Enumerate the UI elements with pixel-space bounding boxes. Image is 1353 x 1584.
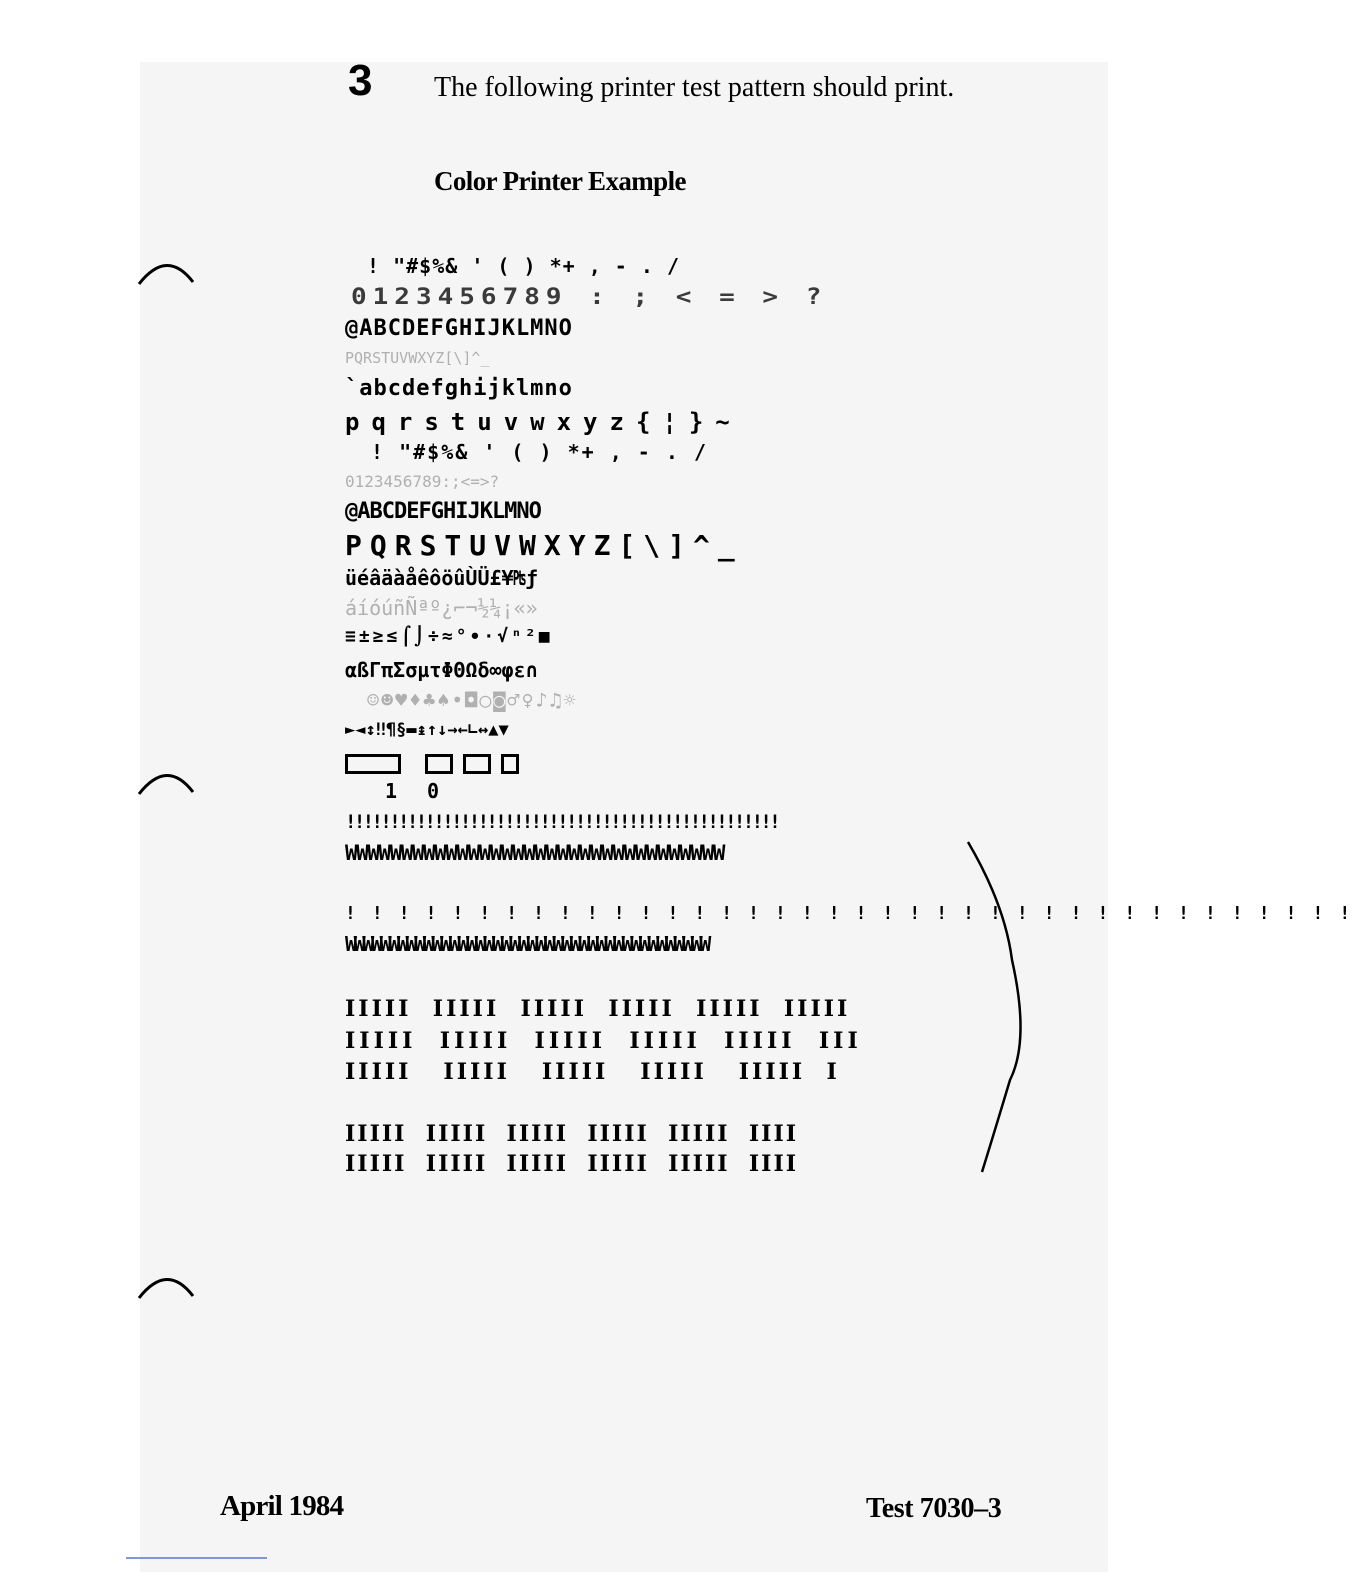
pattern-row-punctuation-small: ! "#$%& ' ( ) *+ , - . / [367, 254, 680, 278]
pattern-digit-zero: 0 [427, 779, 440, 803]
footer-test-id: Test 7030–3 [866, 1493, 1002, 1524]
pattern-row-digits-faint: 0123456789:;<=>? [345, 472, 500, 491]
pattern-row-uppercase-1: @ABCDEFGHIJKLMNO [345, 316, 573, 341]
pattern-row-uppercase-2-faint: PQRSTUVWXYZ[\]^_ [345, 349, 490, 367]
pattern-row-punctuation-bold: ! "#$%& ' ( ) *+ , - . / [371, 440, 708, 464]
pattern-row-lowercase-2-wide: pqrstuvwxyz{¦}~ [345, 408, 742, 436]
binder-hole-mark [135, 766, 199, 798]
step-instruction: The following printer test pattern should print. [434, 72, 955, 103]
pattern-row-uppercase-bold: @ABCDEFGHIJKLMNO [345, 499, 541, 524]
pattern-row-international-1: üéâäàåêôöûÙÜ£¥₧ƒ [345, 566, 538, 590]
pattern-row-international-2-faint: áíóúñÑªº¿⌐¬½¼¡«» [345, 596, 538, 620]
binder-hole-mark [135, 1270, 199, 1302]
footer-date: April 1984 [220, 1490, 344, 1522]
pattern-row-digits-wide: 0123456789 : ; < = > ? [351, 284, 828, 310]
pattern-row-i-2: IIIII IIIII IIIII IIIII IIIII III [345, 1028, 862, 1054]
pattern-row-arrows: ►◄↕‼¶§▬↨↑↓→←∟↔▲▼ [345, 720, 509, 740]
pattern-row-i-1: IIIII IIIII IIIII IIIII IIIII IIIII [345, 996, 851, 1022]
pattern-row-greek: αßΓπΣσµτΦΘΩδ∞φε∩ [345, 658, 538, 682]
pattern-digit-one: 1 [385, 779, 398, 803]
pattern-row-i-3: IIIII IIIII IIIII IIIII IIIII I [345, 1059, 840, 1085]
pattern-row-i-4: IIIII IIIII IIIII IIIII IIIII IIII [345, 1121, 799, 1147]
step-number: 3 [348, 56, 373, 105]
narrow-box-glyph [501, 754, 519, 774]
blue-rule-line [126, 1557, 267, 1559]
pattern-row-symbols-faint: ☺☻♥♦♣♠•◘○◙♂♀♪♫☼ [367, 688, 578, 712]
box-glyph [463, 754, 491, 774]
section-title: Color Printer Example [434, 166, 686, 196]
pattern-row-w-dense: WWWWWWWWWWWWWWWWWWWWWWWWWWWWWWWWWW [345, 841, 724, 865]
pattern-row-math-symbols: ≡±≥≤⌠⌡÷≈°∙·√ⁿ²■ [345, 626, 553, 647]
printer-test-pattern [345, 248, 1353, 1198]
pattern-row-i-5: IIIII IIIII IIIII IIIII IIIII IIII [345, 1151, 799, 1177]
pattern-row-lowercase-1: `abcdefghijklmno [345, 376, 573, 401]
pattern-row-w-condensed: WWWWWWWWWWWWWWWWWWWWWWWWWWWWWWWWWWWWWWWWWW [345, 932, 708, 956]
pattern-row-exclamation-spaced: ! ! ! ! ! ! ! ! ! ! ! ! ! ! ! ! ! ! ! ! ! ! ! ! ! ! ! ! ! ! ! ! ! ! ! ! ! ! [345, 903, 1353, 924]
binder-hole-mark [135, 256, 199, 288]
box-glyph [425, 754, 453, 774]
wide-box-glyph [345, 754, 401, 774]
pattern-row-exclamation-dense: !!!!!!!!!!!!!!!!!!!!!!!!!!!!!!!!!!!!!!!!!!!!!!!!! [345, 811, 779, 833]
pattern-row-uppercase-wide: PQRSTUVWXYZ[\]^_ [345, 529, 743, 562]
